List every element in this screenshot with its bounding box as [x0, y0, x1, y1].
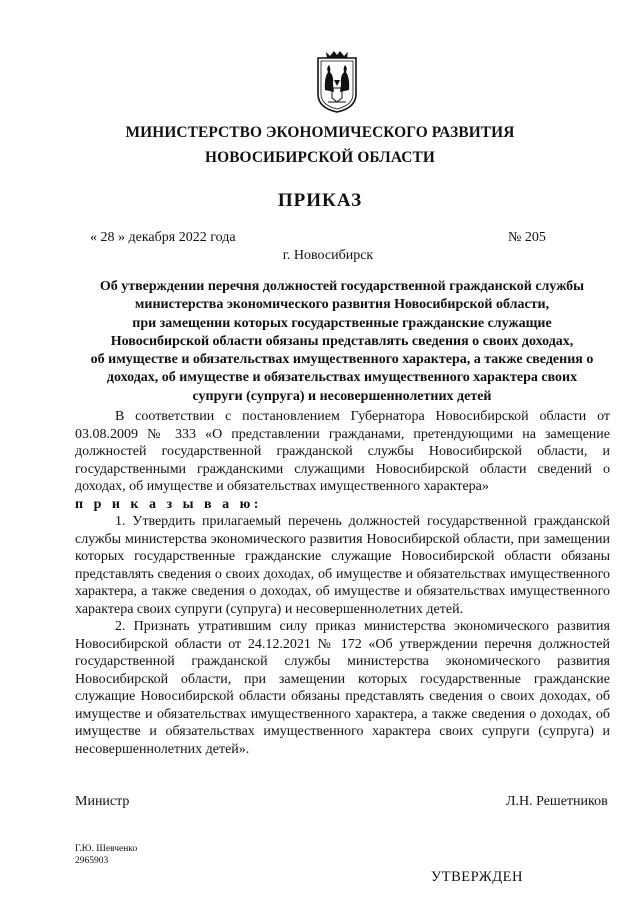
subject-line: Об утверждении перечня должностей государственной гражданской службы: [99, 279, 585, 294]
order-city: г. Новосибирск: [282, 248, 374, 263]
executor-info: [75, 843, 137, 867]
coat-of-arms-icon: [316, 50, 358, 114]
order-item-1: 1. Утвердить прилагаемый перечень должностей государственной гражданской службы министерства экономического развития Новосибирской области, при замещении которых государственные гражданские служащие Новосибирской области обязаны представлять сведения о своих доходах, об имуществе и обязательствах имущественного характера, а также сведения о доходах, об имуществе и обязательствах имущественного характера своих супруги (супруга) и несовершеннолетних детей.: [75, 514, 610, 617]
preamble-paragraph: В соответствии с постановлением Губернатора Новосибирской области от 03.08.2009 № 333 «О представлении гражданами, претендующими на замещение должностей государственной гражданской службы Новосибирской области, и государственными гражданскими служащими Новосибирской области сведений о доходах, об имуществе и обязательствах имущественного характера»: [75, 409, 610, 494]
order-date: « 28 » декабря 2022 года: [90, 230, 236, 245]
approved-label: УТВЕРЖДЕН: [431, 869, 523, 885]
order-number: № 205: [508, 230, 546, 245]
order-subject: [72, 278, 612, 406]
command-word: п р и к а з ы в а ю:: [75, 496, 262, 512]
subject-line: супруги (супруга) и несовершеннолетних детей: [192, 388, 492, 404]
document-type-title: ПРИКАЗ: [277, 190, 363, 211]
subject-line: министерства экономического развития Новосибирской области,: [134, 297, 550, 313]
ministry-name-line1: МИНИСТЕРСТВО ЭКОНОМИЧЕСКОГО РАЗВИТИЯ: [125, 124, 515, 141]
signatory-position: Министр: [75, 794, 130, 809]
executor-name: Г.Ю. Шевченко: [75, 844, 138, 854]
subject-line: Новосибирской области обязаны представлять сведения о своих доходах,: [110, 333, 574, 349]
order-item-2: 2. Признать утратившим силу приказ министерства экономического развития Новосибирской области от 24.12.2021 № 172 «Об утверждении перечня должностей государственной гражданской службы министерства экономического развития Новосибирской области, при замещении которых государственные гражданские служащие Новосибирской области обязаны представлять сведения о своих доходах, об имуществе и обязательствах имущественного характера, а также сведения о доходах, об имуществе и обязательствах имущественного характера своих супруги (супруга) и несовершеннолетних детей».: [75, 619, 610, 757]
subject-line: об имуществе и обязательствах имущественного характера, а также сведения о: [90, 352, 594, 368]
executor-phone: 2965903: [75, 856, 109, 866]
signatory-name: Л.Н. Решетников: [506, 794, 608, 809]
subject-line: доходах, об имуществе и обязательствах имущественного характера своих: [106, 370, 578, 386]
ministry-name-line2: НОВОСИБИРСКОЙ ОБЛАСТИ: [205, 149, 435, 166]
subject-line: при замещении которых государственные гражданские служащие: [132, 315, 552, 331]
order-body: [75, 408, 610, 758]
